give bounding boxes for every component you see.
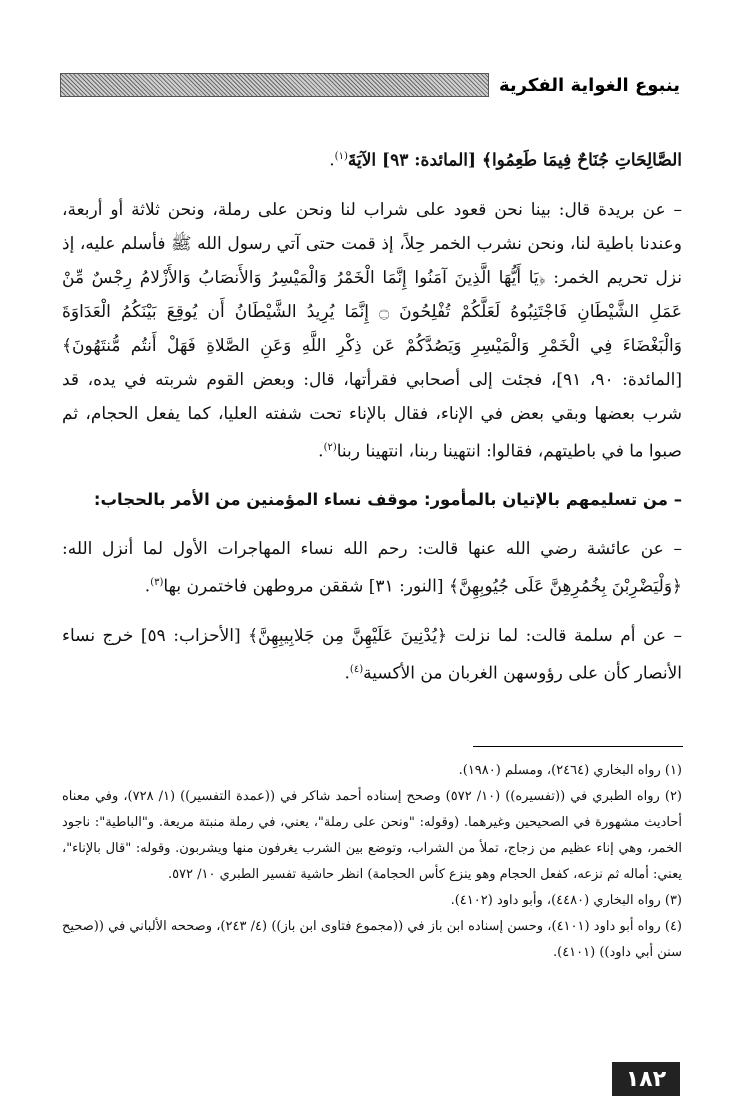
footnote-ref: (٣) — [150, 577, 164, 589]
running-header — [60, 72, 680, 98]
footnotes — [62, 758, 682, 966]
footnote-item: (٤) رواه أبو داود (٤١٠١)، وحسن إسناده ابن باز في ((مجموع فتاوى ابن باز)) (٤/ ٢٤٣)، وصححه الألباني في ((صحيح سنن أبي داود)) (٤١٠١). — [62, 919, 682, 960]
header-pattern-bar — [60, 73, 489, 97]
main-text — [62, 140, 682, 706]
footnote-divider — [473, 746, 683, 747]
hadith-text: – عن أم سلمة قالت: لما نزلت ﴿يُدْنِينَ عَلَيْهِنَّ مِن جَلابِيبِهِنَّ﴾ [الأحزاب: ٥٩] خرج نساء الأنصار كأن على رؤوسهن الغربان من الأكسية — [62, 625, 682, 684]
footnote-item: (٢) رواه الطبري في ((تفسيره)) (١٠/ ٥٧٢) وصحح إسناده أحمد شاكر في ((عمدة التفسير)) (١/ ٧٢٨)، وفي معناه أحاديث مشهورة في الصحيحين وغيرهما. (وقوله: "ونحن على رملة"، يعني، في رملة منبتة مريعة. و"الباطية": ناجود الخمر، وهي إناء عظيم من زجاج، تملأ من الشراب، وتوضع بين الشرب يغرفون منها ويشربون. وقوله: "قال بالإناء"، يعني: أماله ثم نزعه، كفعل الحجام وهو ينزع كأس الحجامة) انظر حاشية تفسير الطبري ١٠/ ٥٧٢. — [62, 789, 682, 882]
paragraph-3: – عن عائشة رضي الله عنها قالت: رحم الله نساء المهاجرات الأول لما أنزل الله: ﴿وَلْيَضْرِبْنَ بِخُمُرِهِنَّ عَلَى جُيُوبِهِنَّ﴾ [النور: ٣١] شققن مروطهن فاختمرن بها$^{(٣)}$. — [62, 539, 682, 597]
paragraph-4: – عن أم سلمة قالت: لما نزلت ﴿يُدْنِينَ عَلَيْهِنَّ مِن جَلابِيبِهِنَّ﴾ [الأحزاب: ٥٩] خرج نساء الأنصار كأن على رؤوسهن الغربان من الأكسية$^{(٤)}$. — [62, 625, 682, 684]
paragraph-2: – عن بريدة قال: بينا نحن قعود على شراب لنا ونحن على رملة، ونحن ثلاثة أو أربعة، وعندنا باطية لنا، ونحن نشرب الخمر حِلاً، إذ قمت حتى آتي رسول الله ﷺ فأسلم عليه، إذ نزل تحريم الخمر: ﴿يَا أَيُّهَا الَّذِينَ آمَنُوا إِنَّمَا الْخَمْرُ وَالْمَيْسِرُ وَالأَنصَابُ وَالأَزْلامُ رِجْسٌ مِّنْ عَمَلِ الشَّيْطَانِ فَاجْتَنِبُوهُ لَعَلَّكُمْ تُفْلِحُونَ ۝ إِنَّمَا يُرِيدُ الشَّيْطَانُ أَن يُوقِعَ بَيْنَكُمُ الْعَدَاوَةَ وَالْبَغْضَاءَ فِي الْخَمْرِ وَالْمَيْسِرِ وَيَصُدَّكُمْ عَن ذِكْرِ اللَّهِ وَعَنِ الصَّلاةِ فَهَلْ أَنتُم مُّنتَهُونَ﴾ [المائدة: ٩٠، ٩١]، فجئت إلى أصحابي فقرأتها، قال: وبعض القوم شربته في يده، قد شرب بعضها وبقي بعض في الإناء، فقال بالإناء تحت شفته العليا، كما يفعل الحجام، ثم صبوا ما في باطيتهم، فقالوا: انتهينا ربنا، انتهينا ربنا$^{(٢)}$. — [62, 199, 682, 462]
hadith-text: – عن بريدة قال: بينا نحن قعود على شراب لنا ونحن على رملة، ونحن ثلاثة أو أربعة، وعندنا باطية لنا، ونحن نشرب الخمر حِلاً، إذ قمت حتى آتي رسول الله ﷺ فأسلم عليه، إذ نزل تحريم الخمر: ﴿يَا أَيُّهَا الَّذِينَ آمَنُوا إِنَّمَا الْخَمْرُ وَالْمَيْسِرُ وَالأَنصَابُ وَالأَزْلامُ رِجْسٌ مِّنْ عَمَلِ الشَّيْطَانِ فَاجْتَنِبُوهُ لَعَلَّكُمْ تُفْلِحُونَ ۝ إِنَّمَا يُرِيدُ الشَّيْطَانُ أَن يُوقِعَ بَيْنَكُمُ الْعَدَاوَةَ وَالْبَغْضَاءَ فِي الْخَمْرِ وَالْمَيْسِرِ وَيَصُدَّكُمْ عَن ذِكْرِ اللَّهِ وَعَنِ الصَّلاةِ فَهَلْ أَنتُم مُّنتَهُونَ﴾ [المائدة: ٩٠، ٩١]، فجئت إلى أصحابي فقرأتها، قال: وبعض القوم شربته في يده، قد شرب بعضها وبقي بعض في الإناء، فقال بالإناء تحت شفته العليا، كما يفعل الحجام، ثم صبوا ما في باطيتهم، فقالوا: انتهينا ربنا، انتهينا ربنا — [62, 199, 682, 462]
footnote-item: (٣) رواه البخاري (٤٤٨٠)، وأبو داود (٤١٠٢). — [450, 893, 682, 908]
footnote-ref: (٢) — [323, 441, 337, 453]
paragraph-1: الصَّالِحَاتِ جُنَاحٌ فِيمَا طَعِمُوا﴾ [المائدة: ٩٣] الآيَةَ$^{(١)}$. — [329, 150, 682, 171]
verse-text: الصَّالِحَاتِ جُنَاحٌ فِيمَا طَعِمُوا﴾ [المائدة: ٩٣] الآيَةَ — [347, 150, 682, 171]
page-number: ١٨٢ — [612, 1062, 680, 1096]
footnote-ref: (٤) — [349, 663, 364, 675]
hadith-text: – عن عائشة رضي الله عنها قالت: رحم الله نساء المهاجرات الأول لما أنزل الله: ﴿وَلْيَضْرِبْنَ بِخُمُرِهِنَّ عَلَى جُيُوبِهِنَّ﴾ [النور: ٣١] شققن مروطهن فاختمرن بها — [62, 539, 682, 597]
section-title: – من تسليمهم بالإتيان بالمأمور: موقف نساء المؤمنين من الأمر بالحجاب: — [93, 490, 682, 510]
footnote-ref: (١) — [334, 151, 348, 162]
section-heading — [62, 483, 682, 517]
footnote-item: (١) رواه البخاري (٢٤٦٤)، ومسلم (١٩٨٠). — [458, 763, 682, 778]
header-title: ينبوع الغواية الفكرية — [498, 74, 680, 96]
